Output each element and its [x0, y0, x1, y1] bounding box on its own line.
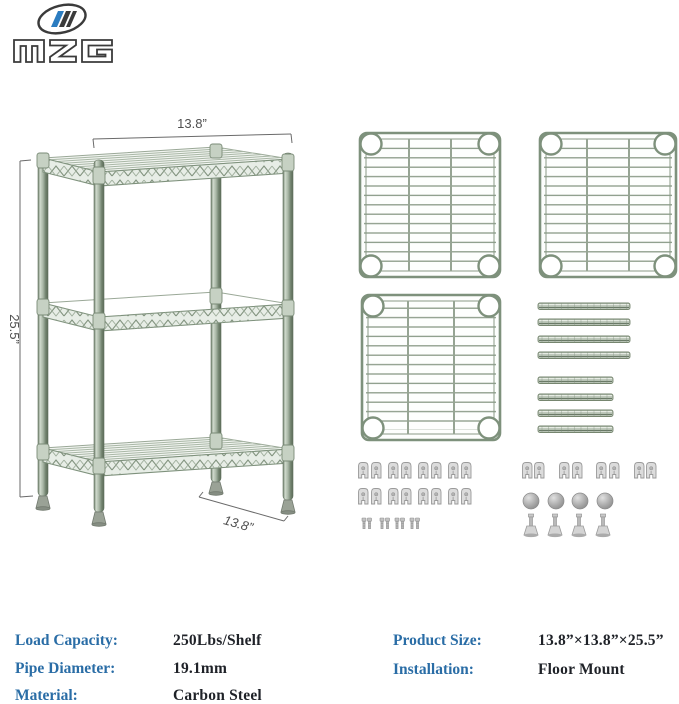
spec-label-product-size: Product Size: [393, 632, 482, 649]
screw-pair-icons [362, 518, 420, 529]
bottom-shelf [43, 437, 290, 476]
spec-value-load-capacity: 250Lbs/Shelf [173, 632, 262, 649]
logo-letters [14, 40, 112, 62]
spec-value-material: Carbon Steel [173, 687, 262, 704]
spec-value-pipe-diameter: 19.1mm [173, 660, 228, 677]
top-width-label: 13.8” [177, 116, 207, 131]
spec-label-pipe-diameter: Pipe Diameter: [15, 660, 116, 677]
leveling-foot-icons [524, 514, 610, 537]
middle-shelf [43, 292, 290, 331]
spec-value-product-size: 13.8”×13.8”×25.5” [538, 632, 664, 649]
mzg-logo-icon [8, 2, 126, 66]
parts-diagram [340, 110, 679, 550]
shelf-clip-icons-right [523, 463, 657, 479]
wire-shelf-panel-icon [540, 133, 676, 277]
assembled-shelf-drawing [0, 108, 320, 553]
long-pole-icons [538, 303, 630, 359]
side-height-label: 25.5” [7, 314, 22, 344]
short-pole-icons [538, 377, 613, 433]
spec-label-material: Material: [15, 687, 78, 704]
wire-shelf-panel-icon [362, 295, 500, 440]
logo-ellipse-mark [35, 2, 88, 38]
dimension-top-width [93, 134, 292, 148]
round-cap-icons [523, 493, 613, 509]
unit-feet [36, 482, 295, 526]
top-shelf [43, 147, 290, 186]
wire-shelf-panel-icon [360, 133, 500, 277]
spec-label-load-capacity: Load Capacity: [15, 632, 118, 649]
shelf-clip-icons-left [359, 463, 472, 505]
spec-value-installation: Floor Mount [538, 661, 625, 678]
bottom-depth-label: 13.8” [221, 512, 255, 535]
spec-label-installation: Installation: [393, 661, 474, 678]
